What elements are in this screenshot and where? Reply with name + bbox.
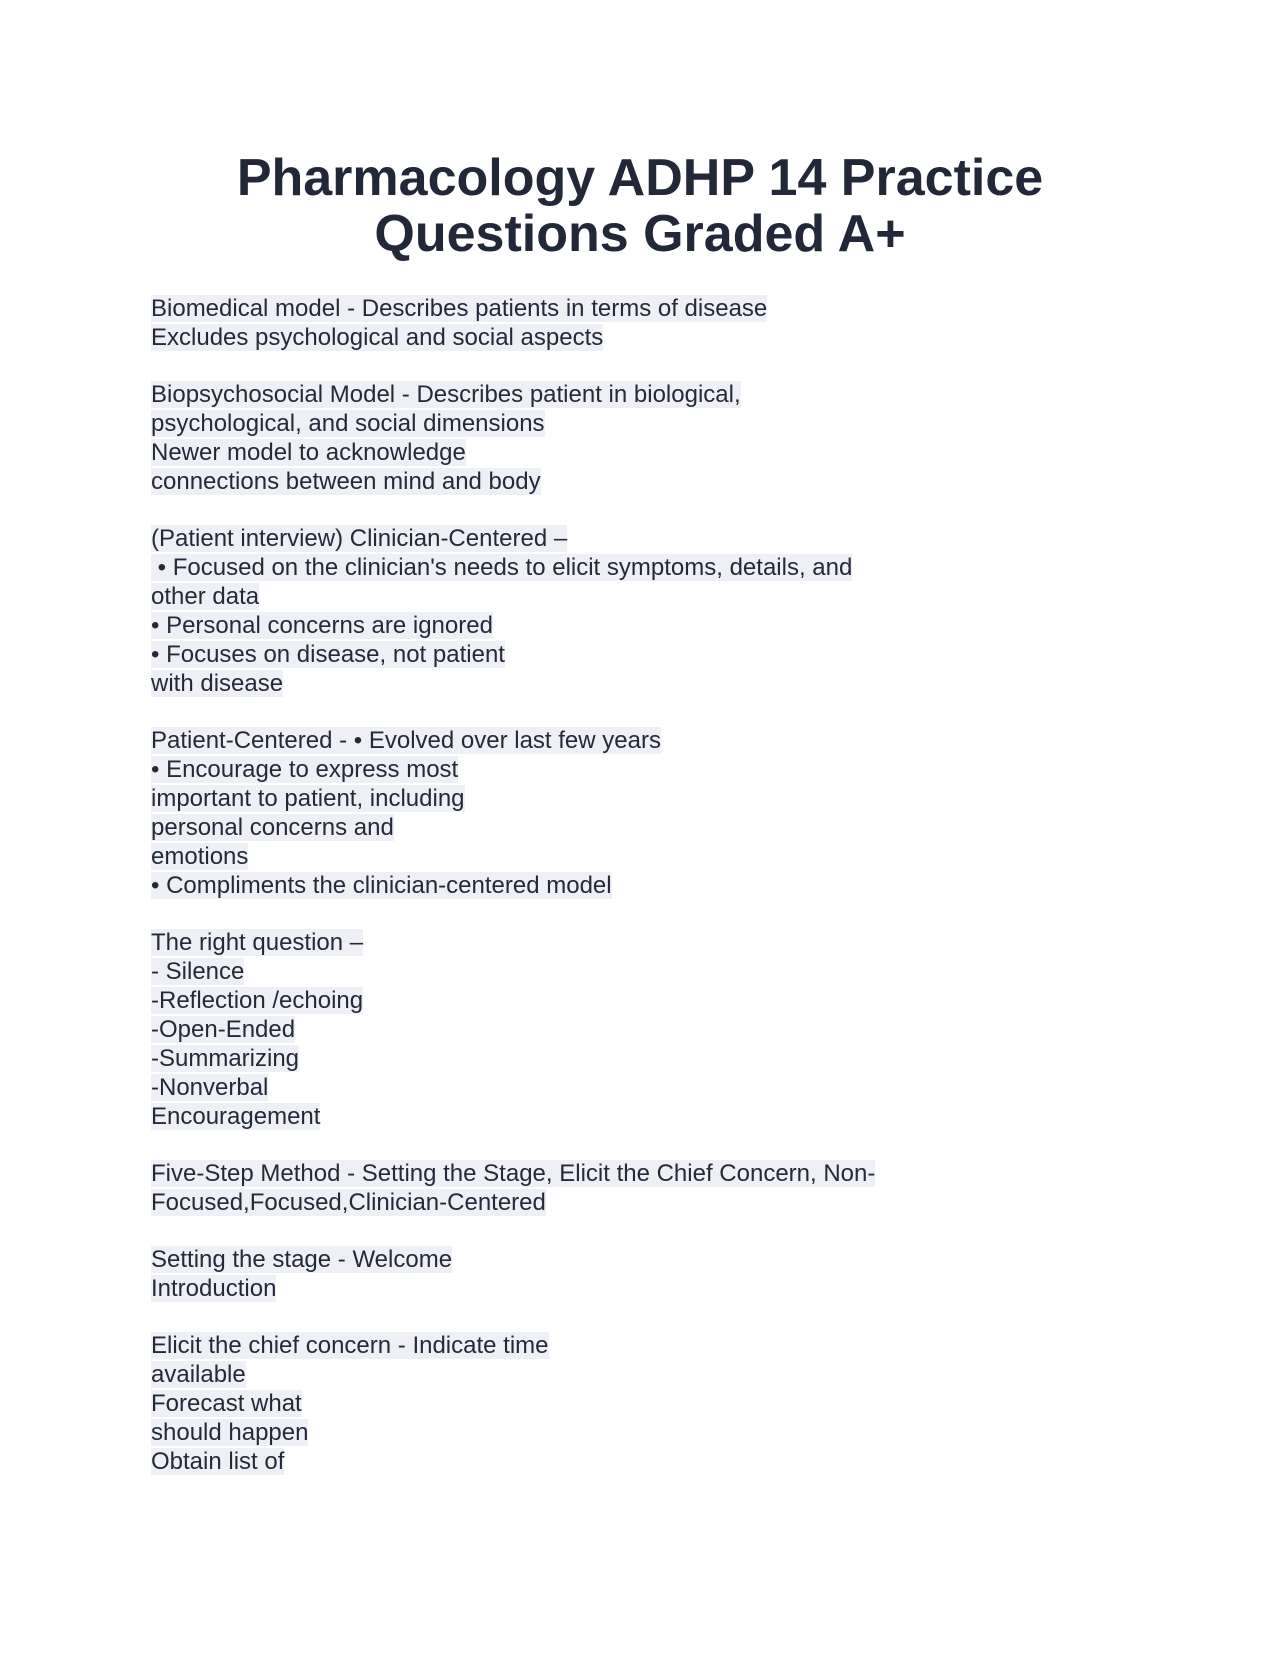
entry-text: Introduction (151, 1275, 277, 1302)
entry-text: -Reflection /echoing (151, 987, 364, 1014)
entry-text-line (151, 467, 1151, 496)
entry-text-line (151, 726, 1151, 755)
entry-text: Excludes psychological and social aspects (151, 324, 604, 351)
qa-entry (151, 928, 1151, 1131)
entry-text-line (151, 380, 1151, 409)
entry-text-line (151, 928, 1151, 957)
entry-text-line (151, 1044, 1151, 1073)
qa-entry (151, 294, 1151, 352)
entry-text-line (151, 582, 1151, 611)
entry-text: other data (151, 583, 260, 610)
entry-text-line (151, 640, 1151, 669)
document-body (151, 294, 1151, 1504)
qa-entry (151, 1331, 1151, 1476)
entry-text-line (151, 871, 1151, 900)
entry-text-line (151, 438, 1151, 467)
entry-text: The right question – (151, 929, 364, 956)
entry-text-line (151, 1188, 1151, 1217)
entry-text: available (151, 1361, 246, 1388)
entry-text: • Encourage to express most (151, 756, 459, 783)
entry-text: Biomedical model - Describes patients in terms of disease (151, 295, 768, 322)
entry-text: Five-Step Method - Setting the Stage, Elicit the Chief Concern, Non- (151, 1160, 876, 1187)
entry-text-line (151, 323, 1151, 352)
qa-entry (151, 1245, 1151, 1303)
entry-text: • Personal concerns are ignored (151, 612, 493, 639)
entry-text-line (151, 1102, 1151, 1131)
entry-text-line (151, 1274, 1151, 1303)
entry-text: Focused,Focused,Clinician-Centered (151, 1189, 546, 1216)
entry-text-line (151, 1073, 1151, 1102)
entry-text: Patient-Centered - • Evolved over last few years (151, 727, 661, 754)
entry-text: Obtain list of (151, 1448, 285, 1475)
entry-text-line (151, 409, 1151, 438)
entry-text: psychological, and social dimensions (151, 410, 545, 437)
entry-text: -Open-Ended (151, 1016, 296, 1043)
entry-text: • Compliments the clinician-centered model (151, 872, 612, 899)
entry-text-line (151, 1159, 1151, 1188)
entry-text: (Patient interview) Clinician-Centered – (151, 525, 568, 552)
entry-text: Newer model to acknowledge (151, 439, 466, 466)
entry-text: emotions (151, 843, 249, 870)
entry-text: Setting the stage - Welcome (151, 1246, 453, 1273)
entry-text: Biopsychosocial Model - Describes patient in biological, (151, 381, 741, 408)
entry-text-line (151, 553, 1151, 582)
entry-text-line (151, 669, 1151, 698)
entry-text: Forecast what (151, 1390, 302, 1417)
entry-text: • Focuses on disease, not patient (151, 641, 505, 668)
entry-text: Encouragement (151, 1103, 321, 1130)
title-line-2: Questions Graded A+ (374, 205, 906, 263)
entry-text: - Silence (151, 958, 245, 985)
qa-entry (151, 524, 1151, 698)
entry-text-line (151, 755, 1151, 784)
entry-text-line (151, 957, 1151, 986)
entry-text-line (151, 1389, 1151, 1418)
document-title (150, 150, 1130, 262)
entry-text-line (151, 1331, 1151, 1360)
entry-text: with disease (151, 670, 284, 697)
entry-text: personal concerns and (151, 814, 394, 841)
entry-text-line (151, 1015, 1151, 1044)
entry-text: Elicit the chief concern - Indicate time (151, 1332, 549, 1359)
entry-text-line (151, 1360, 1151, 1389)
qa-entry (151, 726, 1151, 900)
entry-text-line (151, 1245, 1151, 1274)
entry-text-line (151, 1418, 1151, 1447)
qa-entry (151, 1159, 1151, 1217)
entry-text: should happen (151, 1419, 309, 1446)
entry-text-line (151, 294, 1151, 323)
entry-text: -Summarizing (151, 1045, 300, 1072)
entry-text-line (151, 986, 1151, 1015)
entry-text-line (151, 611, 1151, 640)
entry-text-line (151, 524, 1151, 553)
entry-text: important to patient, including (151, 785, 465, 812)
entry-text: -Nonverbal (151, 1074, 269, 1101)
entry-text-line (151, 1447, 1151, 1476)
entry-text-line (151, 784, 1151, 813)
qa-entry (151, 380, 1151, 496)
entry-text-line (151, 842, 1151, 871)
title-line-1: Pharmacology ADHP 14 Practice (236, 149, 1044, 207)
entry-text: connections between mind and body (151, 468, 541, 495)
entry-text: • Focused on the clinician's needs to elicit symptoms, details, and (151, 554, 853, 581)
entry-text-line (151, 813, 1151, 842)
